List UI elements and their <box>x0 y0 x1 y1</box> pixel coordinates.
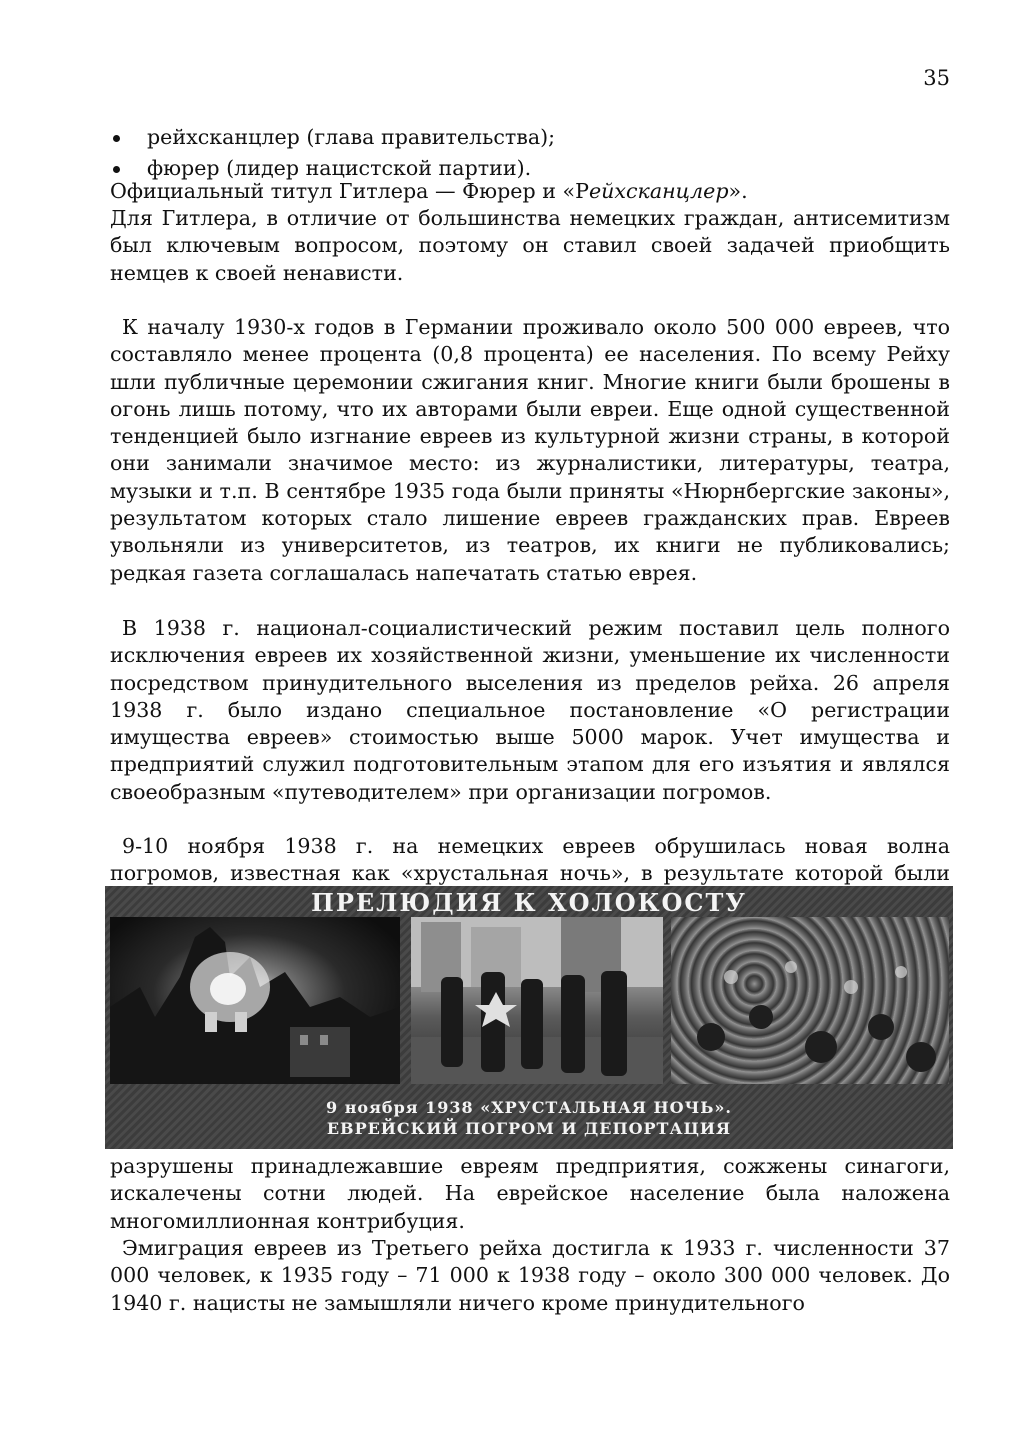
title-suffix: ». <box>728 179 748 203</box>
banner-title: ПРЕЛЮДИЯ К ХОЛОКОСТУ <box>311 888 747 917</box>
crowd-photo <box>671 917 949 1084</box>
bullet-list <box>110 122 950 184</box>
banner-caption <box>105 1097 953 1139</box>
bullet-item: рейхсканцлер (глава правительства); <box>110 122 950 153</box>
holocaust-banner-image <box>105 886 953 1149</box>
paragraph-4: 9-10 ноября 1938 г. на немецких евреев обрушилась новая волна погромов, известная как «хрустальная ночь», в результате которой были <box>110 834 950 886</box>
title-line <box>110 178 950 205</box>
page-number: 35 <box>923 66 950 90</box>
paragraph-6: Эмиграция евреев из Третьего рейха достигла к 1933 г. численности 37 000 человек, к 1935 году – 71 000 к 1938 году – около 300 000 человек. До 1940 г. нацисты не замышляли ничего кроме принудительного <box>110 1236 950 1315</box>
paragraph-5: разрушены принадлежавшие евреям предприятия, сожжены синагоги, искалечены сотни людей. На еврейское население была наложена многомиллионная контрибуция. <box>110 1154 950 1233</box>
banner-caption-line-2: ЕВРЕЙСКИЙ ПОГРОМ И ДЕПОРТАЦИЯ <box>326 1119 732 1138</box>
bullet-item: фюрер (лидер нацистской партии). <box>110 153 950 184</box>
burning-synagogue-photo <box>110 917 400 1084</box>
paragraph-1: Для Гитлера, в отличие от большинства немецких граждан, антисемитизм был ключевым вопросом, поэтому он ставил своей задачей приобщить немцев к своей ненависти. <box>110 206 950 285</box>
paragraph-2: К началу 1930-х годов в Германии проживало около 500 000 евреев, что составляло менее процента (0,8 процента) ее населения. По всему Рейху шли публичные церемонии сжигания книг. Многие книги были брошены в огонь лишь потому, что их авторами были евреи. Еще одной существенной тенденцией было изгнание евреев из культурной жизни страны, в которой они занимали значимое место: из журналистики, литературы, театра, музыки и т.п. В сентябре 1935 года были приняты «Нюрнбергские законы», результатом которых стало лишение евреев гражданских прав. Евреев увольняли из университетов, из театров, их книги не публиковались; редкая газета соглашалась напечатать статью еврея. <box>110 315 950 585</box>
title-italic: ейхсканцлер <box>588 179 729 203</box>
paragraph-3: В 1938 г. национал-социалистический режим поставил цель полного исключения евреев их хозяйственной жизни, уменьшение их численности посредством принудительного выселения из пределов рейха. 26 апреля 1938 г. было издано специальное постановление «О регистрации имущества евреев» стоимостью выше 5000 марок. Учет имущества и предприятий служил подготовительным этапом для его изъятия и являлся своеобразным «путеводителем» при организации погромов. <box>110 616 950 804</box>
title-prefix: Официальный титул Гитлера — Фюрер и «Р <box>110 179 589 203</box>
deportation-march-photo <box>411 917 663 1084</box>
banner-caption-line-1: 9 ноября 1938 «ХРУСТАЛЬНАЯ НОЧЬ». <box>326 1098 732 1117</box>
